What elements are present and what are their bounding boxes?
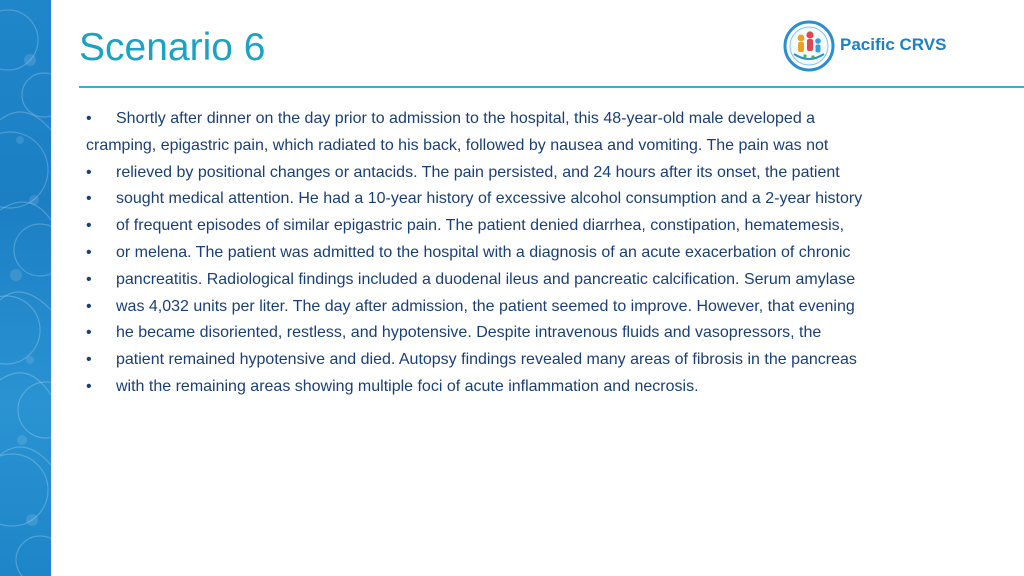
decorative-side-band — [0, 0, 51, 576]
body-line — [86, 186, 986, 213]
body-line — [86, 106, 986, 133]
body-line — [86, 133, 986, 160]
body-line-text: Shortly after dinner on the day prior to admission to the hospital, this 48-year-old male developed a — [116, 110, 816, 127]
bullet-marker: • — [86, 243, 92, 261]
body-line-text: with the remaining areas showing multiple foci of acute inflammation and necrosis. — [116, 377, 699, 395]
logo-text: Pacific CRVS — [840, 35, 947, 54]
body-line — [86, 374, 986, 401]
body-line-text: was 4,032 units per liter. The day after admission, the patient seemed to improve. However, that evening — [116, 297, 855, 315]
body-line — [86, 160, 986, 187]
bullet-marker: • — [86, 377, 92, 395]
body-line — [86, 294, 986, 321]
pacific-crvs-family-icon — [783, 20, 835, 72]
body-line-text: he became disoriented, restless, and hypotensive. Despite intravenous fluids and vasopressors, the — [116, 324, 822, 342]
pacific-crvs-logo — [783, 20, 953, 72]
bullet-marker: • — [86, 270, 92, 288]
bullet-marker: • — [86, 324, 92, 342]
body-line-text: or melena. The patient was admitted to the hospital with a diagnosis of an acute exacerbation of chronic — [116, 243, 851, 261]
side-band-pattern — [0, 0, 51, 576]
body-line-text: relieved by positional changes or antacids. The pain persisted, and 24 hours after its onset, the patient — [116, 163, 840, 181]
body-line — [86, 347, 986, 374]
scenario-body-text — [86, 106, 986, 401]
body-line-text: of frequent episodes of similar epigastric pain. The patient denied diarrhea, constipation, hematemesis, — [116, 217, 845, 235]
bullet-marker: • — [86, 163, 92, 181]
slide-title: Scenario 6 — [79, 26, 266, 69]
body-line-text: patient remained hypotensive and died. Autopsy findings revealed many areas of fibrosis in the pancreas — [116, 351, 857, 369]
bullet-marker: • — [86, 190, 92, 208]
body-line — [86, 320, 986, 347]
body-line — [86, 267, 986, 294]
bullet-marker: • — [86, 110, 92, 127]
title-divider — [79, 86, 1024, 88]
body-line-text: pancreatitis. Radiological findings included a duodenal ileus and pancreatic calcification. Serum amylase — [116, 270, 856, 288]
bullet-marker: • — [86, 297, 92, 315]
body-line — [86, 213, 986, 240]
bullet-marker: • — [86, 217, 92, 235]
body-line — [86, 240, 986, 267]
bullet-marker: • — [86, 351, 92, 369]
body-line-text: sought medical attention. He had a 10-year history of excessive alcohol consumption and a 2-year history — [116, 190, 863, 208]
body-line-text: cramping, epigastric pain, which radiated to his back, followed by nausea and vomiting. The pain was not — [86, 136, 829, 154]
